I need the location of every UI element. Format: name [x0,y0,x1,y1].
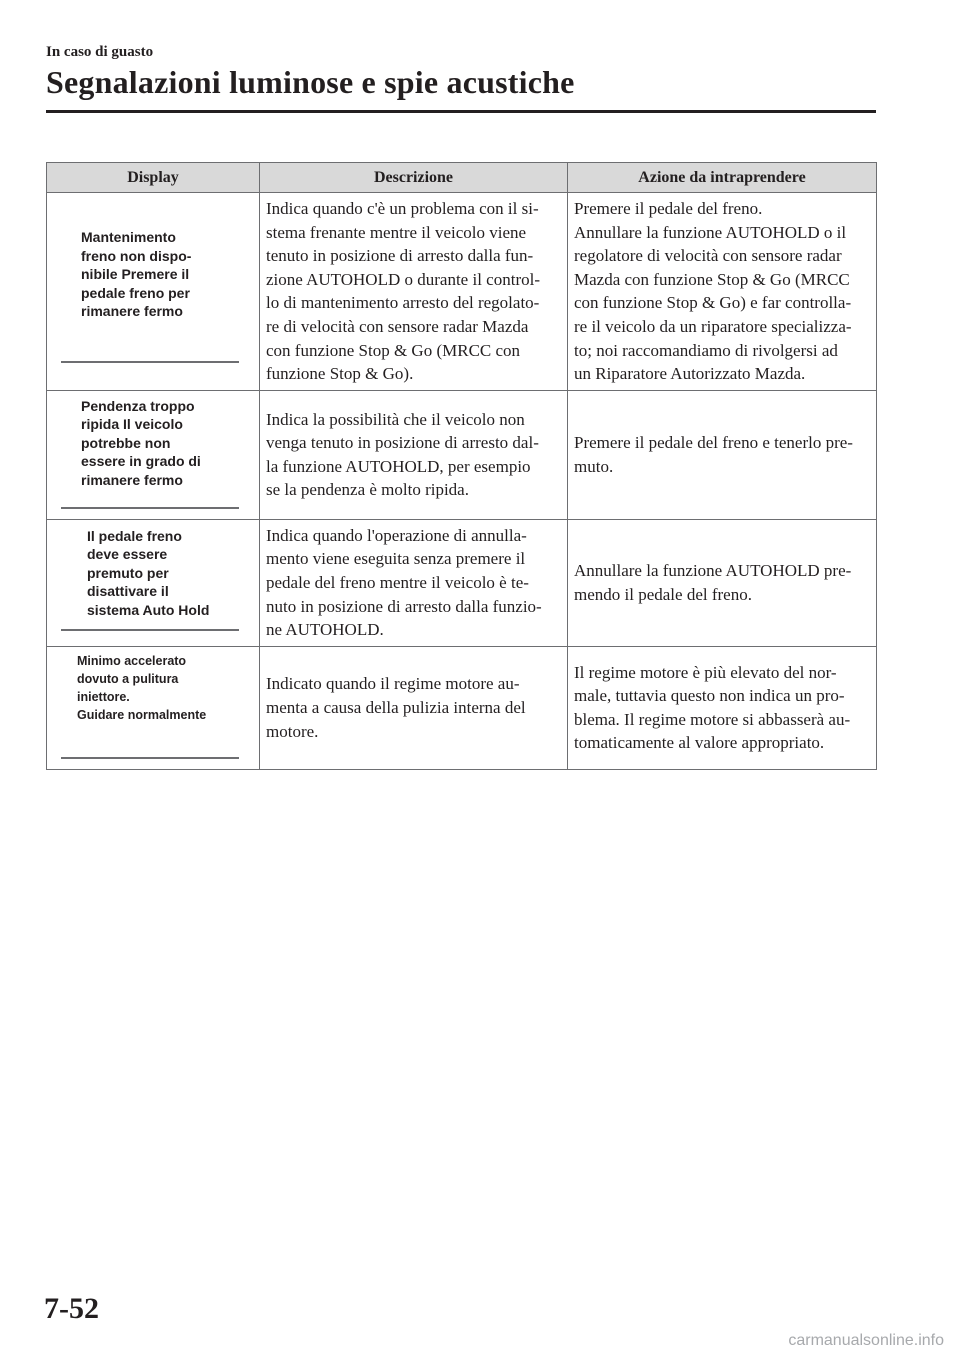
text-line: male, tuttavia questo non indica un pro- [574,686,845,706]
table-row [47,193,877,391]
text-line: Premere il pedale del freno. [574,199,763,218]
display-cell [47,193,260,391]
display-line: disattivare il [87,583,169,600]
text-line: re di velocità con sensore radar Mazda [266,316,529,336]
page-title: Segnalazioni luminose e spie acustiche [46,64,575,100]
section-label: In caso di guasto [46,44,154,60]
action-cell [568,519,877,646]
display-cell [47,646,260,769]
table-row [47,519,877,646]
text-line: stema frenante mentre il veicolo viene [266,222,527,242]
text-line: regolatore di velocità con sensore radar [574,246,842,266]
display-line: nibile Premere il [81,266,190,282]
text-line: tomaticamente al valore appropriato. [574,733,825,753]
display-message [81,228,191,321]
display-line: potrebbe non [81,434,171,451]
display-line: iniettore. [77,689,130,704]
display-underline [61,361,239,363]
text-line: funzione Stop & Go). [266,364,414,384]
text-line: mendo il pedale del freno. [574,584,752,604]
text-line: un Riparatore Autorizzato Mazda. [574,364,806,384]
text-line: con funzione Stop & Go) e far controlla- [574,293,852,313]
table-header-row [47,163,877,193]
text-line: Annullare la funzione AUTOHOLD pre- [574,561,852,581]
description-cell [260,193,568,391]
text-line: ne AUTOHOLD. [266,620,384,640]
text-line: Annullare la funzione AUTOHOLD o il [574,222,847,242]
text-line: lo di mantenimento arresto del regolato- [266,293,540,313]
display-underline [61,757,239,759]
text-line: blema. Il regime motore si abbasserà au- [574,709,851,729]
text-line: Indicato quando il regime motore au- [266,674,520,694]
column-header-display: Display [47,163,260,193]
display-line: Il pedale freno [87,527,182,544]
text-line: venga tenuto in posizione di arresto dal- [266,433,539,453]
text-line: muto. [574,456,614,476]
column-header-description: Descrizione [260,163,568,193]
text-line: Premere il pedale del freno e tenerlo pre- [574,433,853,453]
text-line: con funzione Stop & Go (MRCC con [266,340,521,360]
text-line: Il regime motore è più elevato del nor- [574,662,837,682]
text-line: Indica quando c'è un problema con il si- [266,199,539,218]
display-message [87,527,209,620]
text-line: motore. [266,721,319,741]
action-cell [568,390,877,519]
text-line: Indica la possibilità che il veicolo non [266,409,525,429]
description-cell [260,390,568,519]
display-line: Pendenza troppo [81,397,195,414]
text-line: la funzione AUTOHOLD, per esempio [266,456,531,476]
table-row [47,646,877,769]
header-rule [46,110,876,113]
display-cell [47,390,260,519]
display-line: Minimo accelerato [77,653,187,668]
text-line: menta a causa della pulizia interna del [266,697,526,717]
display-underline [61,629,239,631]
table-row [47,390,877,519]
column-header-action: Azione da intraprendere [568,163,877,193]
display-line: freno non dispo- [81,247,192,264]
display-line: rimanere fermo [81,303,183,319]
description-cell [260,519,568,646]
text-line: zione AUTOHOLD o durante il control- [266,269,540,289]
display-underline [61,507,239,509]
text-line: pedale del freno mentre il veicolo è te- [266,572,529,592]
text-line: re il veicolo da un riparatore specializza- [574,316,852,336]
page-number: 7-52 [44,1292,99,1325]
display-line: essere in grado di [81,453,201,470]
text-line: Indica quando l'operazione di annulla- [266,525,527,545]
display-message [77,652,206,724]
text-line: mento viene eseguita senza premere il [266,549,526,569]
display-line: Guidare normalmente [77,707,207,722]
display-line: deve essere [87,546,168,563]
watermark: carmanualsonline.info [788,1332,944,1349]
warning-messages-table [46,162,877,770]
text-line: se la pendenza è molto ripida. [266,480,469,500]
display-line: pedale freno per [81,284,190,301]
display-line: Mantenimento [81,229,176,245]
text-line: Mazda con funzione Stop & Go (MRCC [574,269,850,289]
display-line: rimanere fermo [81,471,183,488]
display-line: dovuto a pulitura [77,671,179,686]
text-line: nuto in posizione di arresto dalla funzio- [266,596,542,616]
display-cell [47,519,260,646]
description-cell [260,646,568,769]
text-line: to; noi raccomandiamo di rivolgersi ad [574,340,838,360]
display-line: premuto per [87,564,169,581]
display-line: sistema Auto Hold [87,601,210,618]
display-message [81,397,201,490]
action-cell [568,193,877,391]
text-line: tenuto in posizione di arresto dalla fun- [266,246,534,266]
display-line: ripida Il veicolo [81,416,183,433]
action-cell [568,646,877,769]
